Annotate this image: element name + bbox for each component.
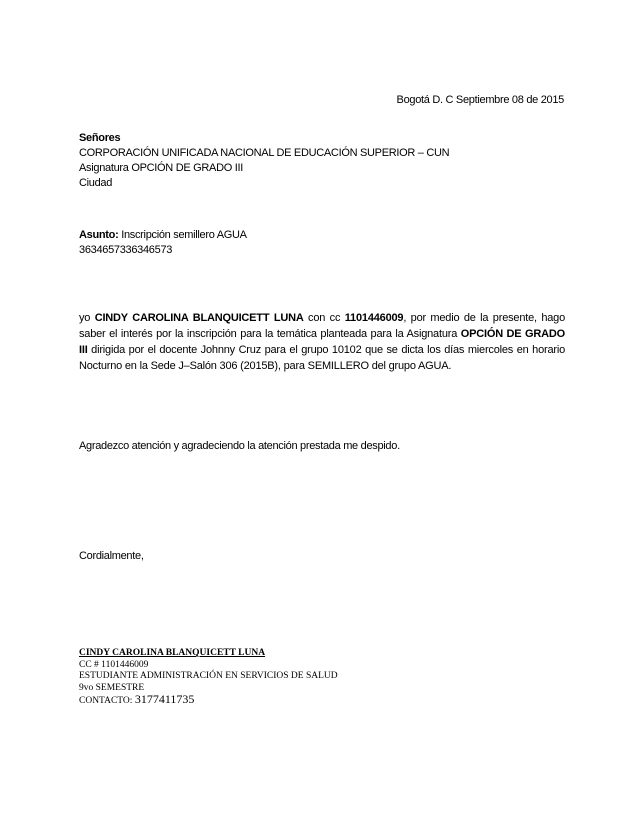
- subject-text: Inscripción semillero AGUA: [118, 229, 247, 241]
- signature-role: ESTUDIANTE ADMINISTRACIÓN EN SERVICIOS DE SALUD: [79, 671, 338, 681]
- salutation-text: Señores: [79, 132, 121, 144]
- recipient-institution: CORPORACIÓN UNIFICADA NACIONAL DE EDUCACIÓN SUPERIOR – CUN: [79, 147, 450, 159]
- contact-label: CONTACTO:: [79, 696, 135, 706]
- body-text-2: con cc: [303, 312, 345, 324]
- signature-contact: [79, 694, 338, 708]
- subject-label: Asunto:: [79, 229, 119, 241]
- recipient-salutation: [79, 131, 449, 146]
- signature-block: [79, 648, 338, 708]
- subject-reference-number: 3634657336346573: [79, 244, 173, 256]
- contact-phone: 3177411735: [134, 692, 195, 706]
- body-text-1: yo: [79, 312, 95, 324]
- signature-id: CC # 1101446009: [79, 659, 149, 670]
- thanks-line: Agradezco atención y agradeciendo la atención prestada me despido.: [79, 440, 400, 452]
- body-text-4: dirigida por el docente Johnny Cruz para el grupo 10102 que se dicta los días miercoles en horario Nocturno en la Sede J–Salón 306 (2015B), para SEMILLERO del grupo AGUA.: [79, 344, 565, 372]
- body-course: OPCIÓN DE GRADO III: [79, 328, 565, 356]
- body-text-3: , por medio de la presente, hago saber el interés por la inscripción para la temática planteada para la Asignatura: [79, 312, 566, 340]
- body-id-number: 1101446009: [344, 312, 404, 324]
- body-paragraph: [79, 310, 565, 374]
- letter-date: Bogotá D. C Septiembre 08 de 2015: [396, 94, 564, 106]
- body-student-name: CINDY CAROLINA BLANQUICETT LUNA: [94, 312, 304, 324]
- subject-line: [79, 228, 247, 243]
- signature-name: CINDY CAROLINA BLANQUICETT LUNA: [79, 648, 266, 658]
- recipient-course: Asignatura OPCIÓN DE GRADO III: [79, 162, 243, 174]
- subject-block: [79, 228, 247, 258]
- recipient-city: Ciudad: [79, 177, 113, 189]
- recipient-block: [79, 131, 449, 191]
- closing-line: Cordialmente,: [79, 550, 144, 562]
- signature-semester: 9vo SEMESTRE: [79, 682, 145, 693]
